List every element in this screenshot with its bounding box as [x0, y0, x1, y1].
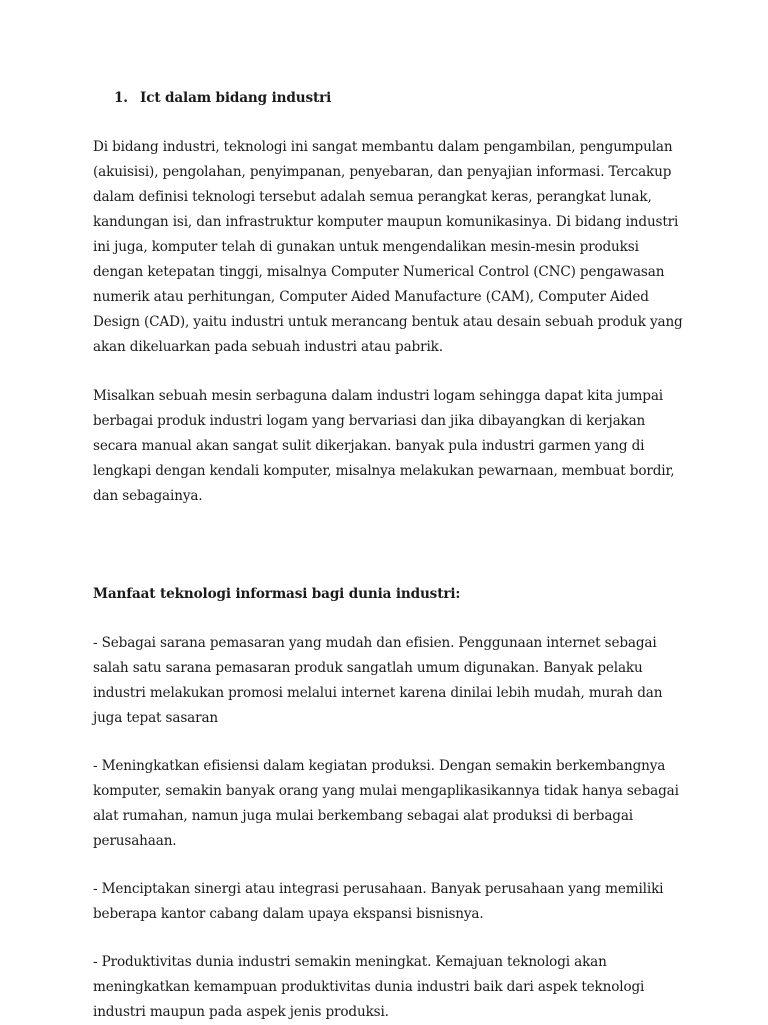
benefit-item-marketing: - Sebagai sarana pemasaran yang mudah dan efisien. Penggunaan internet sebagai salah satu sarana pemasaran produk sangatlah umum digunakan. Banyak pelaku industri melakukan promosi melalui internet karena dinilai lebih mudah, murah dan juga tepat sasaran [93, 635, 663, 726]
document-body [93, 86, 693, 1025]
benefits-heading: Manfaat teknologi informasi bagi dunia industri: [93, 586, 461, 602]
section-title: Ict dalam bidang industri [140, 90, 332, 106]
benefit-item-synergy: - Menciptakan sinergi atau integrasi perusahaan. Banyak perusahaan yang memiliki beberapa kantor cabang dalam upaya ekspansi bisnisnya. [93, 881, 664, 922]
paragraph-example: Misalkan sebuah mesin serbaguna dalam industri logam sehingga dapat kita jumpai berbagai produk industri logam yang bervariasi dan jika dibayangkan di kerjakan secara manual akan sangat sulit dikerjakan. banyak pula industri garmen yang di lengkapi dengan kendali komputer, misalnya melakukan pewarnaan, membuat bordir, dan sebagainya. [93, 388, 675, 504]
paragraph-intro: Di bidang industri, teknologi ini sangat membantu dalam pengambilan, pengumpulan (akuisisi), pengolahan, penyimpanan, penyebaran, dan penyajian informasi. Tercakup dalam definisi teknologi tersebut adalah semua perangkat keras, perangkat lunak, kandungan isi, dan infrastruktur komputer maupun komunikasinya. Di bidang industri ini juga, komputer telah di gunakan untuk mengendalikan mesin-mesin produksi dengan ketepatan tinggi, misalnya Computer Numerical Control (CNC) pengawasan numerik atau perhitungan, Computer Aided Manufacture (CAM), Computer Aided Design (CAD), yaitu industri untuk merancang bentuk atau desain sebuah produk yang akan dikeluarkan pada sebuah industri atau pabrik. [93, 139, 683, 355]
benefit-item-productivity: - Produktivitas dunia industri semakin meningkat. Kemajuan teknologi akan meningkatkan kemampuan produktivitas dunia industri baik dari aspek teknologi industri maupun pada aspek jenis produksi. [93, 954, 645, 1020]
benefit-item-efficiency: - Meningkatkan efisiensi dalam kegiatan produksi. Dengan semakin berkembangnya komputer, semakin banyak orang yang mulai mengaplikasikannya tidak hanya sebagai alat rumahan, namun juga mulai berkembang sebagai alat produksi di berbagai perusahaan. [93, 758, 679, 849]
section-heading [93, 86, 693, 111]
section-number: 1. [114, 90, 128, 106]
